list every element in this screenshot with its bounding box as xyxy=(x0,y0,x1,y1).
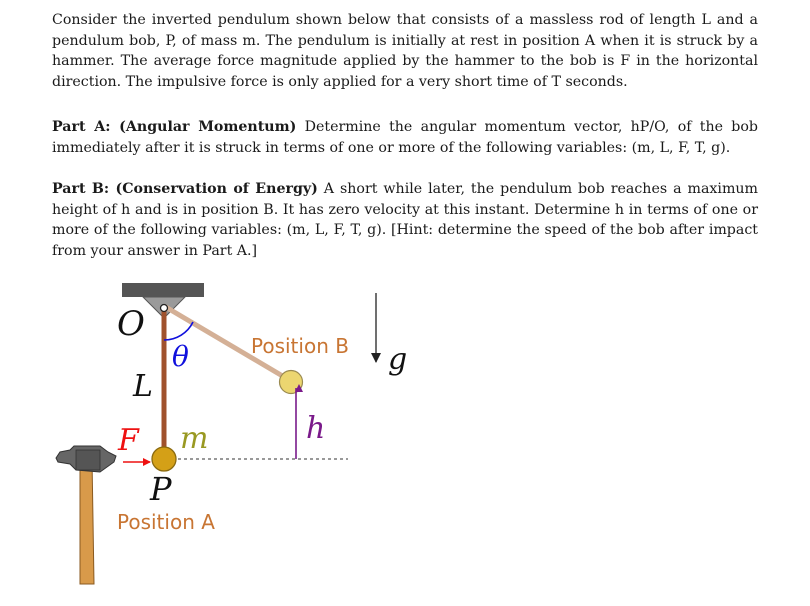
pivot-point xyxy=(161,305,168,312)
force-label: F xyxy=(118,423,139,458)
bob xyxy=(152,447,176,471)
height-label: h xyxy=(306,411,326,446)
part-b-text: A short while later, the pendulum bob reaches a maximum height of h and is in position B. It has zero velocity at this instant. Determine h in terms of one or more of the following variables: (m, L, F, T, g). [Hint: determine the speed of the bob after impact from your answer in Part A.] xyxy=(52,181,759,260)
bob-label: P xyxy=(150,470,172,508)
mass-label: m xyxy=(180,421,209,456)
part-b-heading: Part B: (Conservation of Energy) xyxy=(52,181,318,197)
ceiling-support xyxy=(122,283,204,297)
gravity-label: g xyxy=(388,342,408,377)
part-a-text: Determine the angular momentum vector, hP/O, of the bob immediately after it is struck in terms of one or more of the following variables: (m, L, F, T, g). xyxy=(52,119,759,156)
rod-label: L xyxy=(133,369,153,404)
pivot-label: O xyxy=(117,304,145,344)
hammer-icon xyxy=(56,446,116,584)
angle-label: θ xyxy=(172,340,189,373)
position-a-label: Position A xyxy=(117,510,215,534)
bob-position-b xyxy=(280,371,303,394)
position-b-label: Position B xyxy=(251,334,349,358)
problem-intro: Consider the inverted pendulum shown below that consists of a massless rod of length L and a pendulum bob, P, of mass m. The pendulum is initially at rest in position A when it is struck by a hammer. The average force magnitude applied by the hammer to the bob is F in the horizontal direction. The impulsive force is only applied for a very short time of T seconds. xyxy=(52,12,758,91)
part-a-heading: Part A: (Angular Momentum) xyxy=(52,119,297,135)
angle-arc xyxy=(164,322,193,340)
